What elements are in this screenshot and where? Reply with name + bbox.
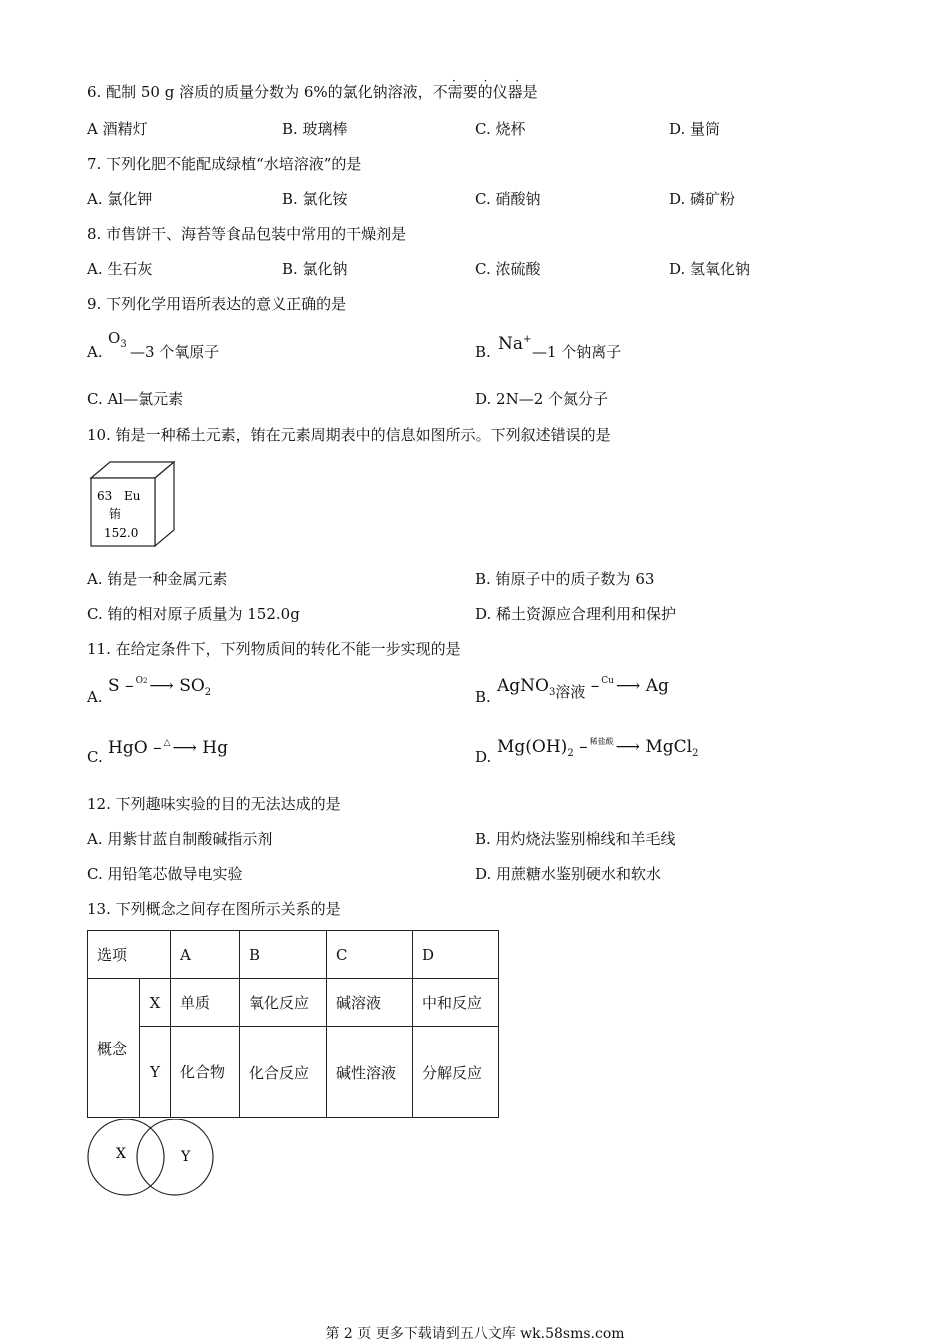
q11-stem: 11. 在给定条件下，下列物质间的转化不能一步实现的是 xyxy=(87,640,461,658)
q8-option-b: B. 氯化钠 xyxy=(282,260,348,278)
table-cell: 碱溶液 xyxy=(327,979,413,1027)
table-row xyxy=(88,931,499,979)
q9-option-a-text: —3 个氧原子 xyxy=(130,343,220,361)
table-col-b: B xyxy=(240,931,327,979)
table-col-c: C xyxy=(327,931,413,979)
table-header-option: 选项 xyxy=(88,931,171,979)
element-number: 63 xyxy=(97,489,113,503)
table-cell: 单质 xyxy=(171,979,240,1027)
q9-option-c: C. Al—氯元素 xyxy=(87,390,184,408)
element-symbol: Eu xyxy=(124,489,141,503)
q7-stem: 7. 下列化肥不能配成绿植“水培溶液”的是 xyxy=(87,155,362,173)
q11-option-a-equation: S – $^{O2}$ ⟶ $SO_2$ xyxy=(108,676,212,698)
element-cell-figure xyxy=(88,458,188,550)
q11-option-d-label: D. xyxy=(475,748,492,766)
q6-option-d: D. 量筒 xyxy=(669,120,721,138)
reaction-arrow: – $^{O2}$ ⟶ xyxy=(125,676,174,696)
q11-option-b-label: B. xyxy=(475,688,491,706)
q12-stem: 12. 下列趣味实验的目的无法达成的是 xyxy=(87,795,341,813)
q11-option-b-equation: AgNO$_3$溶液 – $^{Cu}$ ⟶ Ag xyxy=(497,676,669,701)
table-col-a: A xyxy=(171,931,240,979)
table-cell: 中和反应 xyxy=(413,979,499,1027)
table-row-y-label: Y xyxy=(140,1027,171,1118)
q12-option-d: D. 用蔗糖水鉴别硬水和软水 xyxy=(475,865,662,883)
q6-stem: 6. 配制 50 g 溶质的质量分数为 6%的氯化钠溶液，不需要的仪器是 xyxy=(87,83,538,101)
q9-stem: 9. 下列化学用语所表达的意义正确的是 xyxy=(87,295,347,313)
q7-option-a: A. 氯化钾 xyxy=(87,190,153,208)
q11-option-c-label: C. xyxy=(87,748,103,766)
q6-option-c: C. 烧杯 xyxy=(475,120,526,138)
q10-option-a: A. 铕是一种金属元素 xyxy=(87,570,228,588)
emphasis-dots: · · · xyxy=(452,74,532,88)
table-row-group-label: 概念 xyxy=(88,979,140,1118)
q10-option-b: B. 铕原子中的质子数为 63 xyxy=(475,570,655,588)
venn-label-y: Y xyxy=(181,1149,191,1165)
venn-diagram xyxy=(86,1119,226,1199)
q13-stem: 13. 下列概念之间存在图所示关系的是 xyxy=(87,900,341,918)
reaction-arrow: – $^{Cu}$ ⟶ xyxy=(590,676,641,696)
table-cell: 碱性溶液 xyxy=(327,1027,413,1118)
q10-option-d: D. 稀土资源应合理利用和保护 xyxy=(475,605,677,623)
table-row xyxy=(88,979,499,1027)
q8-option-d: D. 氢氧化钠 xyxy=(669,260,751,278)
table-cell: 化合反应 xyxy=(240,1027,327,1118)
q11-option-c-equation: HgO – △ ⟶ Hg xyxy=(108,738,228,758)
q9-option-b-text: —1 个钠离子 xyxy=(532,343,622,361)
q7-option-d: D. 磷矿粉 xyxy=(669,190,736,208)
q12-option-c: C. 用铅笔芯做导电实验 xyxy=(87,865,243,883)
q7-option-c: C. 硝酸钠 xyxy=(475,190,541,208)
q6-option-b: B. 玻璃棒 xyxy=(282,120,348,138)
table-cell: 氧化反应 xyxy=(240,979,327,1027)
venn-circle-x xyxy=(88,1119,164,1195)
table-cell: 化合物 xyxy=(171,1027,240,1118)
q10-option-c: C. 铕的相对原子质量为 152.0g xyxy=(87,605,300,623)
table-row xyxy=(88,1027,499,1118)
table-cell: 分解反应 xyxy=(413,1027,499,1118)
venn-label-x: X xyxy=(116,1146,126,1162)
element-mass: 152.0 xyxy=(104,526,139,540)
page-footer: 第 2 页 更多下载请到五八文库 wk.58sms.com xyxy=(325,1326,625,1342)
q8-option-a: A. 生石灰 xyxy=(87,260,153,278)
q8-option-c: C. 浓硫酸 xyxy=(475,260,541,278)
table-col-d: D xyxy=(413,931,499,979)
q9-option-a-formula: $O_3$ xyxy=(108,329,127,350)
venn-circle-y xyxy=(137,1119,213,1195)
q13-table xyxy=(87,930,499,1118)
q9-option-b-label: B. xyxy=(475,343,491,361)
reaction-arrow: – $^{稀盐酸}$ ⟶ xyxy=(579,737,640,757)
q10-stem: 10. 铕是一种稀土元素，铕在元素周期表中的信息如图所示。下列叙述错误的是 xyxy=(87,426,611,444)
q11-option-d-equation: $Mg(OH)_2 - ^{稀盐酸}$ ⟶ MgCl$_2$ xyxy=(497,737,699,759)
q8-stem: 8. 市售饼干、海苔等食品包装中常用的干燥剂是 xyxy=(87,225,407,243)
table-row-x-label: X xyxy=(140,979,171,1027)
q9-option-a-label: A. xyxy=(87,343,103,361)
q11-option-a-label: A. xyxy=(87,688,103,706)
q12-option-a: A. 用紫甘蓝自制酸碱指示剂 xyxy=(87,830,273,848)
q12-option-b: B. 用灼烧法鉴别棉线和羊毛线 xyxy=(475,830,676,848)
q6-emphasis: 不需要 xyxy=(432,83,478,101)
q9-option-d: D. 2N—2 个氮分子 xyxy=(475,390,609,408)
q6-option-a: A 酒精灯 xyxy=(87,120,148,138)
element-name: 铕 xyxy=(109,507,122,521)
q9-option-b-formula: Na+ xyxy=(498,334,532,354)
reaction-arrow: – △ ⟶ xyxy=(153,738,197,758)
q7-option-b: B. 氯化铵 xyxy=(282,190,348,208)
